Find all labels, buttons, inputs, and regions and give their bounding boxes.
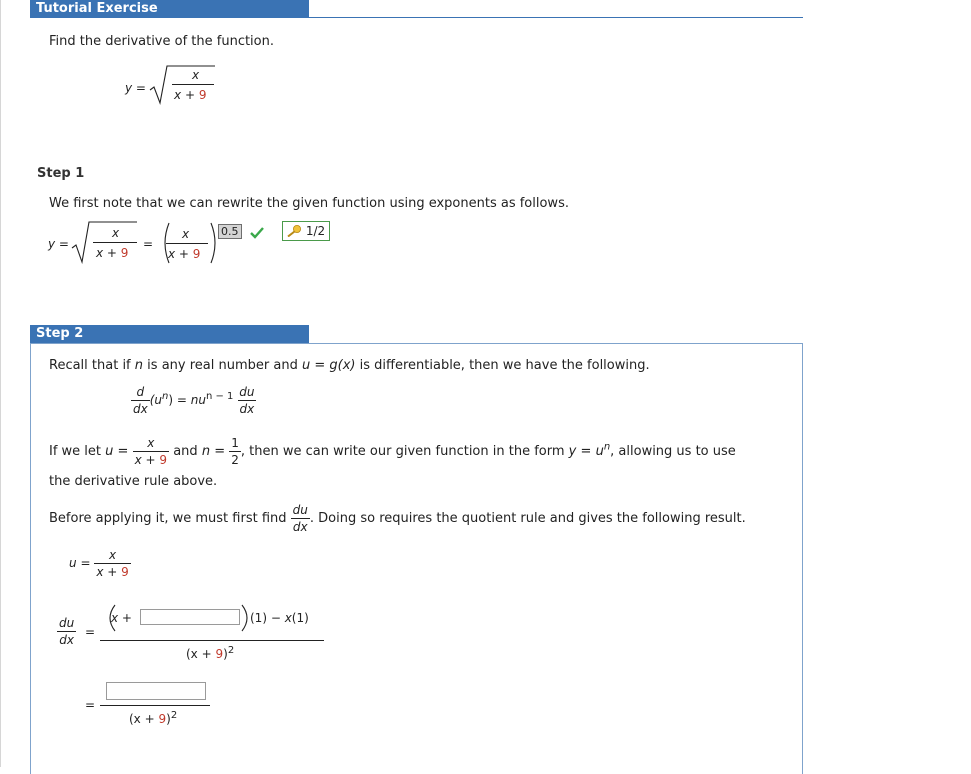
recall-pre: Recall that if: [49, 358, 131, 373]
problem-fraction-bar: [172, 84, 214, 85]
problem-denominator: [174, 88, 206, 102]
den-var: x: [174, 88, 182, 102]
problem-lhs: y =: [125, 81, 146, 95]
recall-mid: is any real number and: [147, 358, 298, 373]
before-line: Before applying it, we must first find $\frac{du}{dx}$ . Doing so requires the quotient rule and gives the following result.: [49, 503, 746, 534]
step1-lhs: y =: [48, 237, 69, 251]
let-u-line: If we let u = $\frac{x}{x + 9}$ and n = $\frac{1}{2}$ , then we can write our given function in the form $y = u^n$, allowing us to use: [49, 436, 736, 467]
check-icon: [249, 226, 265, 240]
header-rule: [309, 17, 803, 18]
dudx-close-text: (1) − x(1): [250, 611, 309, 625]
half-fraction: $\frac{1}{2}$: [231, 436, 239, 467]
problem-numerator: x: [192, 68, 200, 82]
key-label: 1/2: [305, 224, 326, 238]
den-op: +: [184, 88, 195, 102]
dudx-input-1[interactable]: [140, 609, 240, 625]
recall-n: n: [134, 358, 144, 373]
step1-paren-num: x: [182, 227, 190, 241]
du-dx-fraction: $\frac{du}{dx}$: [239, 385, 255, 416]
key-icon: [286, 224, 302, 237]
step1-paren-bar: [166, 243, 208, 244]
step1-text: We first note that we can rewrite the given function using exponents as follows.: [49, 196, 569, 211]
recall-eq: =: [314, 358, 326, 373]
dudx-input-2[interactable]: [106, 682, 206, 700]
step1-sqrt-bar: [93, 242, 137, 243]
den-const: 9: [198, 88, 207, 102]
dudx-open-text: x +: [111, 611, 132, 625]
simplified-denominator: $(x + 9)^2$: [129, 710, 178, 726]
before-du-dx: $\frac{du}{dx}$: [292, 503, 308, 534]
problem-prompt: Find the derivative of the function.: [49, 34, 274, 49]
tutorial-header: [30, 0, 309, 18]
let-u-fraction: $\frac{x}{x + 9}$: [134, 436, 168, 467]
u-definition: u = $\frac{x}{x + 9}$: [69, 548, 129, 579]
d-dx-fraction: $\frac{d}{dx}$: [133, 385, 148, 416]
step2-label: Step 2: [36, 326, 84, 341]
recall-post: is differentiable, then we have the following.: [359, 358, 650, 373]
exponent-answer: 0.5: [218, 224, 242, 239]
dudx-equals: =: [85, 625, 96, 639]
recall-line: [49, 358, 650, 373]
recall-u: u: [301, 358, 311, 373]
simplified-equals: =: [85, 698, 96, 712]
power-rule: $\frac{d}{dx}$ $(u^n) = nu^{n - 1}$ $\frac{du}{dx}$: [133, 385, 255, 416]
dudx-lhs-fraction: $\frac{du}{dx}$: [59, 616, 75, 647]
step1-sqrt-num: x: [112, 226, 120, 240]
left-border: [0, 0, 1, 767]
step2-header: [30, 325, 309, 343]
dudx-fraction-bar: [100, 640, 324, 641]
let-u-line2: the derivative rule above.: [49, 474, 218, 489]
step1-equals: =: [143, 237, 154, 251]
step1-label: Step 1: [37, 166, 85, 181]
u-def-fraction: $\frac{x}{x + 9}$: [96, 548, 129, 579]
recall-g: g(x): [329, 358, 356, 373]
dudx-denominator: $(x + 9)^2$: [186, 645, 235, 661]
tutorial-title: Tutorial Exercise: [36, 1, 158, 16]
answer-key-button[interactable]: [282, 221, 330, 241]
step1-sqrt-den: x + 9: [96, 246, 129, 260]
simplified-fraction-bar: [100, 705, 210, 706]
dudx-lhs: [57, 616, 76, 647]
step1-paren-den: x + 9: [168, 247, 201, 261]
